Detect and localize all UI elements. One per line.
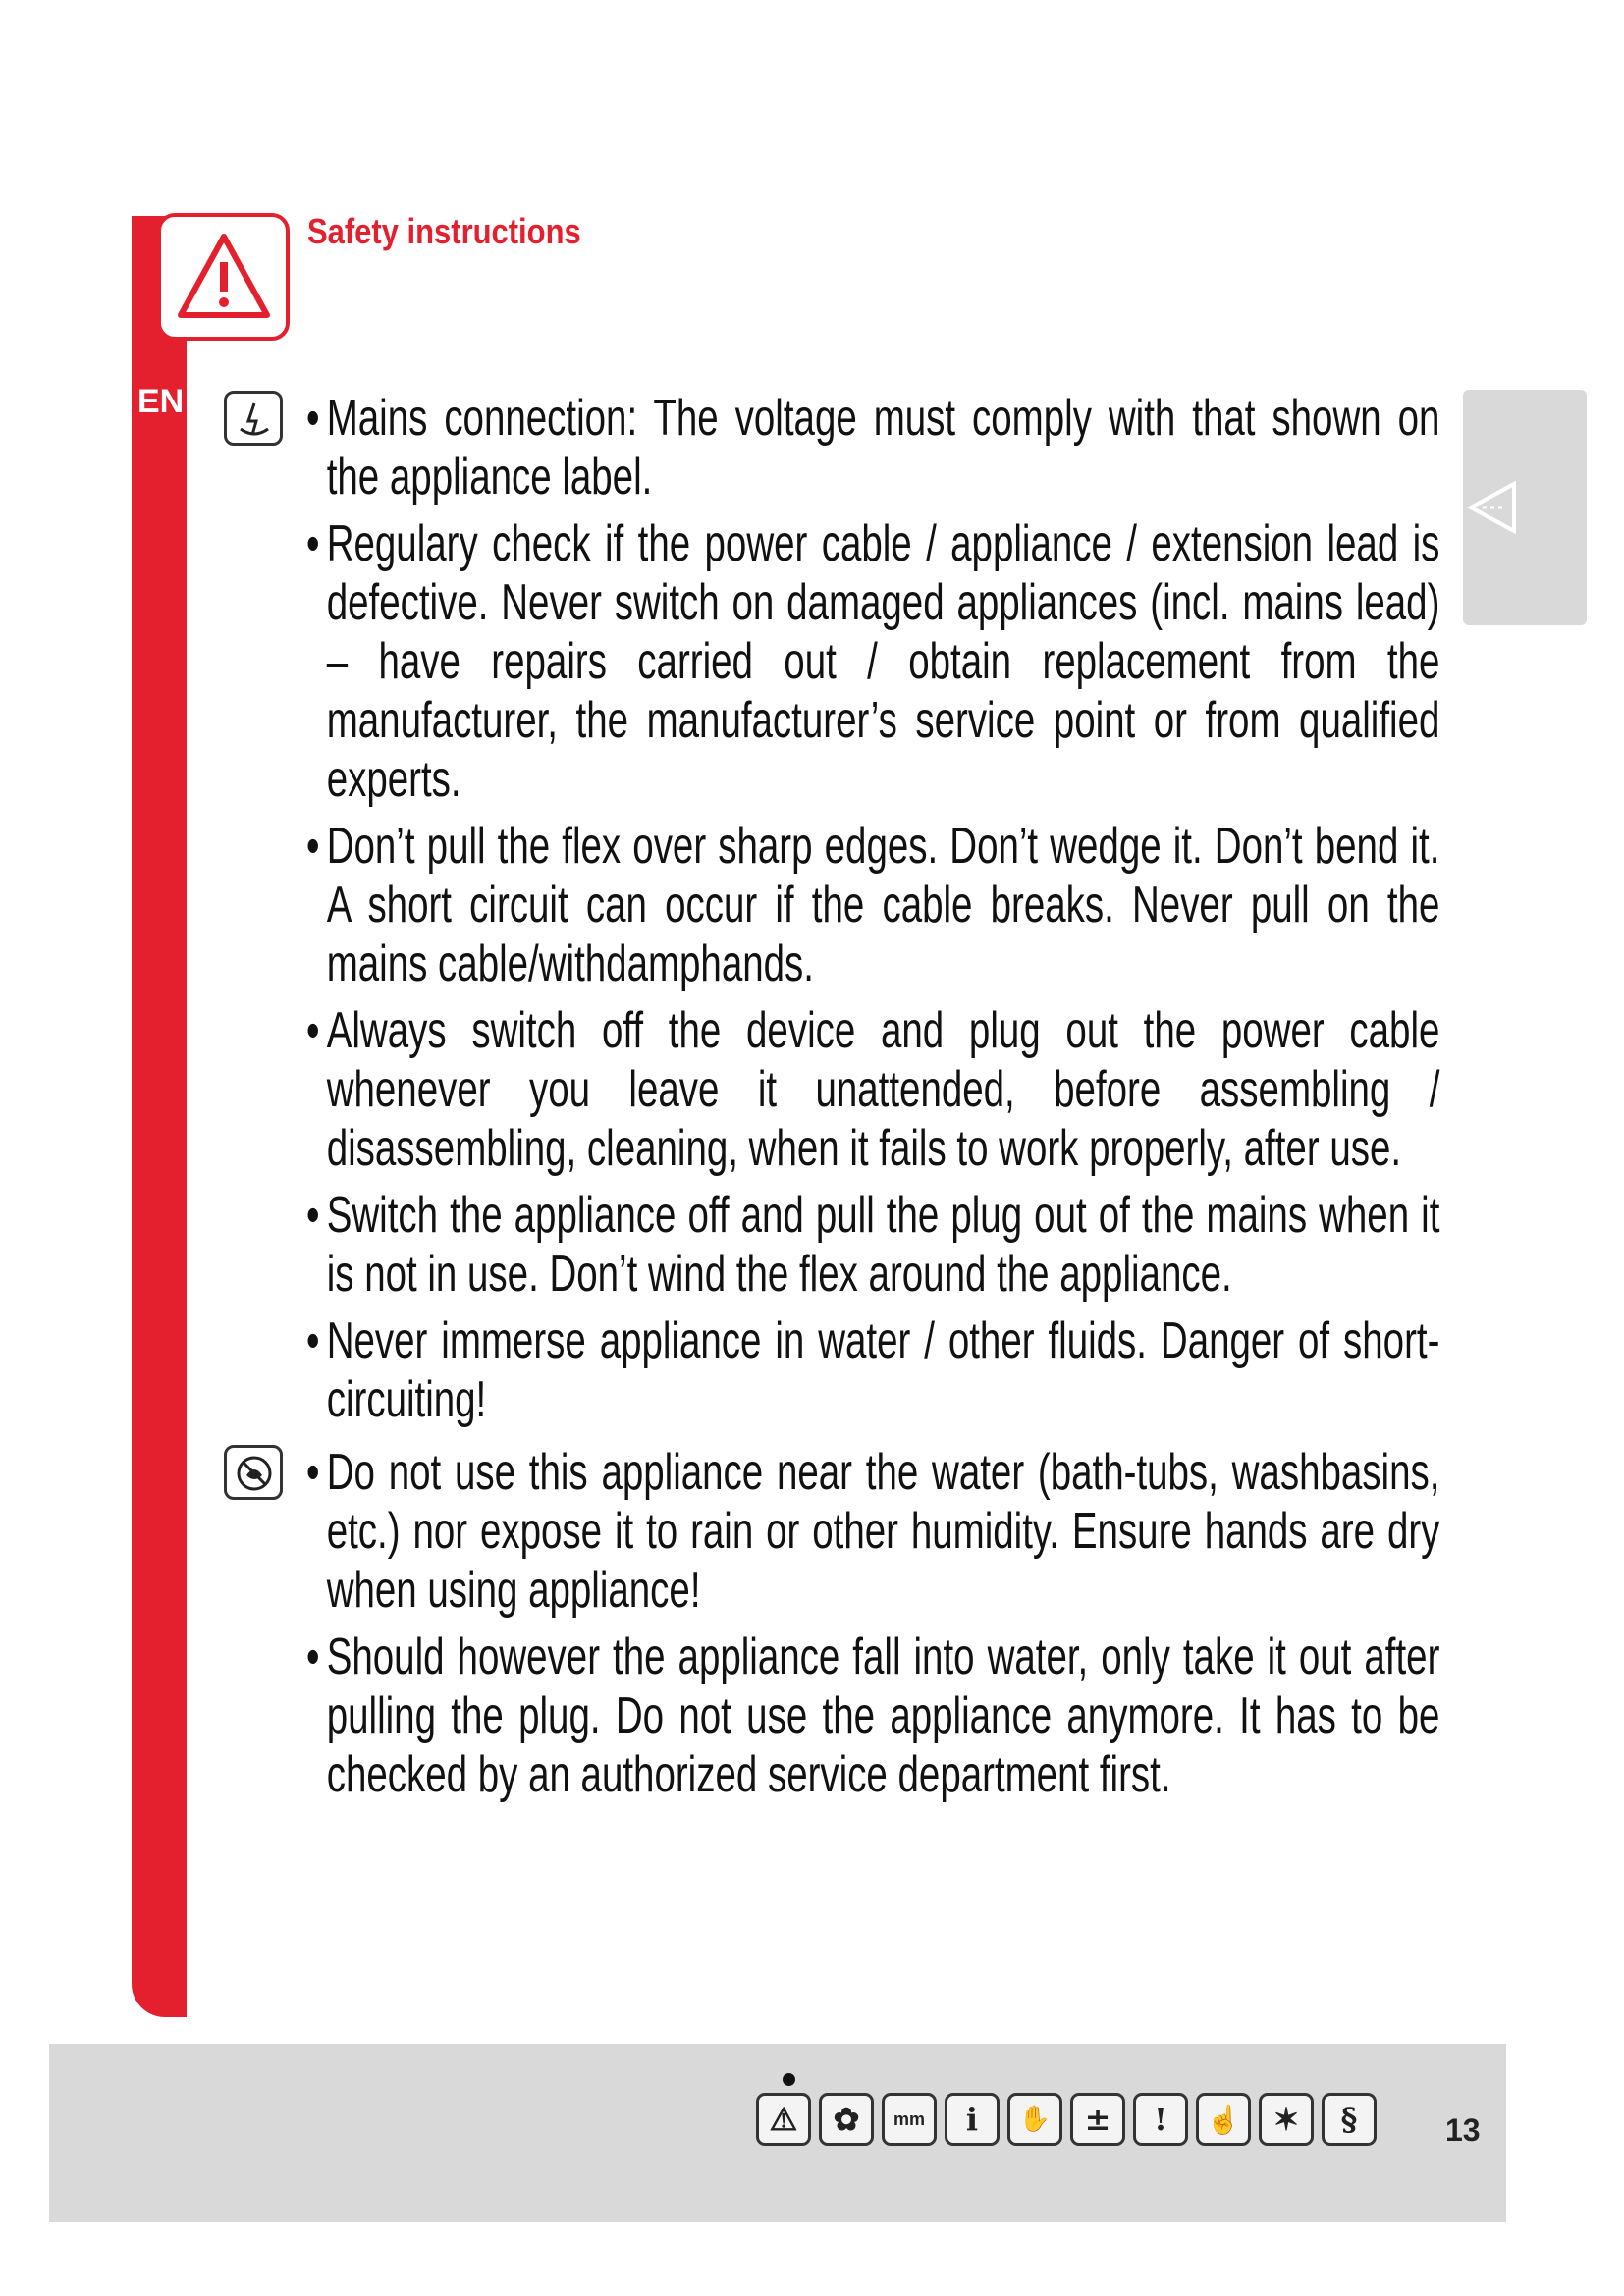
section-icon[interactable]: § [1322, 2093, 1377, 2146]
electric-plug-icon [224, 391, 283, 446]
current-section-marker [783, 2073, 795, 2086]
section-title: Safety instructions [307, 211, 581, 251]
list-item: • Never immerse appliance in water / other fluids. Danger of short-circuiting! [306, 1312, 1440, 1428]
exclamation-icon[interactable]: ! [1133, 2093, 1188, 2146]
side-tab[interactable] [1463, 390, 1587, 625]
list-item: • Mains connection: The voltage must comply with that shown on the appliance label. [306, 390, 1440, 506]
page-number: 13 [1445, 2112, 1481, 2148]
list-item: • Should however the appliance fall into water, only take it out after pulling the plug. Do not use the appliance anymore. It has to be checked by an authorized service department first. [306, 1629, 1440, 1803]
ruler-icon[interactable]: mm [882, 2093, 937, 2146]
list-item: • Do not use this appliance near the water (bath-tubs, washbasins, etc.) nor expose it to rain or other humidity. Ensure hands are dry when using appliance! [306, 1444, 1440, 1619]
info-icon[interactable]: i [945, 2093, 1000, 2146]
section-icon-nav [756, 2093, 1377, 2146]
safety-group-water [306, 1443, 1440, 1812]
warning-badge [157, 213, 290, 341]
plus-minus-icon[interactable]: ± [1070, 2093, 1125, 2146]
list-item: • Always switch off the device and plug out the power cable whenever you leave it unattended, before assembling / disassembling, cleaning, when it fails to work properly, after use. [306, 1002, 1440, 1177]
triangle-left-icon [1463, 478, 1522, 537]
sparkle-icon[interactable]: ✶ [1259, 2093, 1314, 2146]
fan-icon[interactable]: ✿ [819, 2093, 874, 2146]
language-code: EN [137, 383, 185, 420]
no-water-icon [224, 1445, 283, 1500]
list-item: • Don’t pull the flex over sharp edges. Don’t wedge it. Don’t bend it. A short circuit can occur if the cable breaks. Never pull on the mains cable/withdamphands. [306, 818, 1440, 992]
warning-icon[interactable]: ⚠ [756, 2093, 811, 2146]
hand-icon[interactable]: ✋ [1007, 2093, 1062, 2146]
pointing-hand-icon[interactable]: ☝ [1196, 2093, 1251, 2146]
warning-triangle-icon [175, 229, 273, 325]
safety-group-electrical [306, 389, 1440, 1437]
red-side-bar [132, 216, 187, 2017]
list-item: • Regulary check if the power cable / appliance / extension lead is defective. Never switch on damaged appliances (incl. mains lead) – have repairs carried out / obtain replacement from the manufacturer, the manufacturer’s service point or from qualified experts. [306, 515, 1440, 808]
list-item: • Switch the appliance off and pull the plug out of the mains when it is not in use. Don’t wind the flex around the appliance. [306, 1187, 1440, 1303]
